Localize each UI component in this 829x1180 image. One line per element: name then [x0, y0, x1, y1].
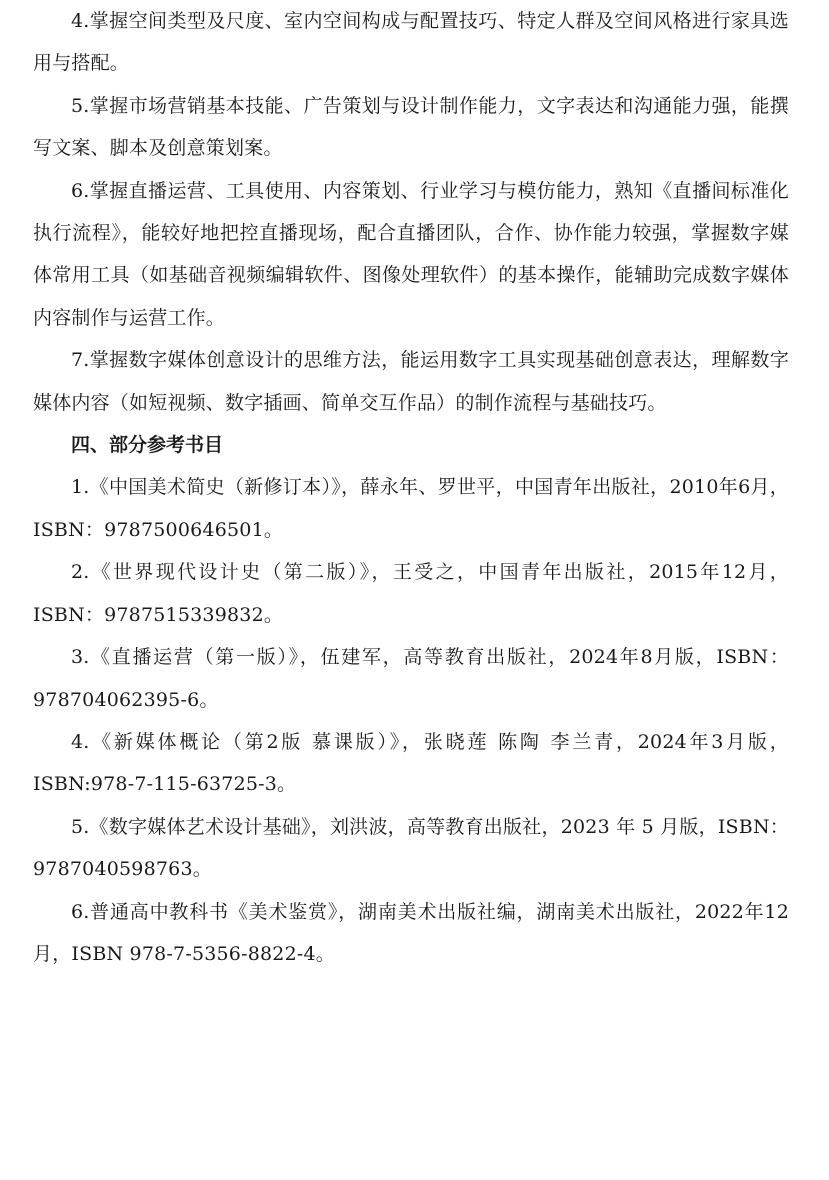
document-page — [33, 0, 789, 975]
reference-item-3: 3.《直播运营（第一版）》，伍建军，高等教育出版社，2024年8月版，ISBN：978704062395-6。 — [33, 646, 789, 711]
reference-item-5: 5.《数字媒体艺术设计基础》，刘洪波，高等教育出版社，2023 年 5 月版，ISBN：9787040598763。 — [33, 815, 789, 881]
requirement-item-5: 5.掌握市场营销基本技能、广告策划与设计制作能力，文字表达和沟通能力强，能撰写文案、脚本及创意策划案。 — [33, 94, 789, 160]
reference-item-2: 2.《世界现代设计史（第二版）》，王受之，中国青年出版社，2015年12月，ISBN：9787515339832。 — [33, 561, 789, 626]
reference-item-6: 6.普通高中教科书《美术鉴赏》，湖南美术出版社编，湖南美术出版社，2022年12月，ISBN 978-7-5356-8822-4。 — [33, 900, 789, 965]
reference-item-1: 1.《中国美术简史（新修订本）》，薛永年、罗世平，中国青年出版社，2010年6月，ISBN：9787500646501。 — [33, 476, 789, 541]
section-heading-references: 四、部分参考书目 — [71, 434, 224, 457]
requirement-item-4: 4.掌握空间类型及尺度、室内空间构成与配置技巧、特定人群及空间风格进行家具选用与搭配。 — [33, 10, 789, 75]
reference-item-4: 4.《新媒体概论（第2版 慕课版）》，张晓莲 陈陶 李兰青，2024年3月版，ISBN:978-7-115-63725-3。 — [33, 730, 789, 796]
requirement-item-6: 6.掌握直播运营、工具使用、内容策划、行业学习与模仿能力，熟知《直播间标准化执行流程》，能较好地把控直播现场，配合直播团队，合作、协作能力较强，掌握数字媒体常用工具（如基础音视频编辑软件、图像处理软件）的基本操作，能辅助完成数字媒体内容制作与运营工作。 — [33, 179, 789, 329]
requirement-item-7: 7.掌握数字媒体创意设计的思维方法，能运用数字工具实现基础创意表达，理解数字媒体内容（如短视频、数字插画、简单交互作品）的制作流程与基础技巧。 — [33, 349, 789, 414]
